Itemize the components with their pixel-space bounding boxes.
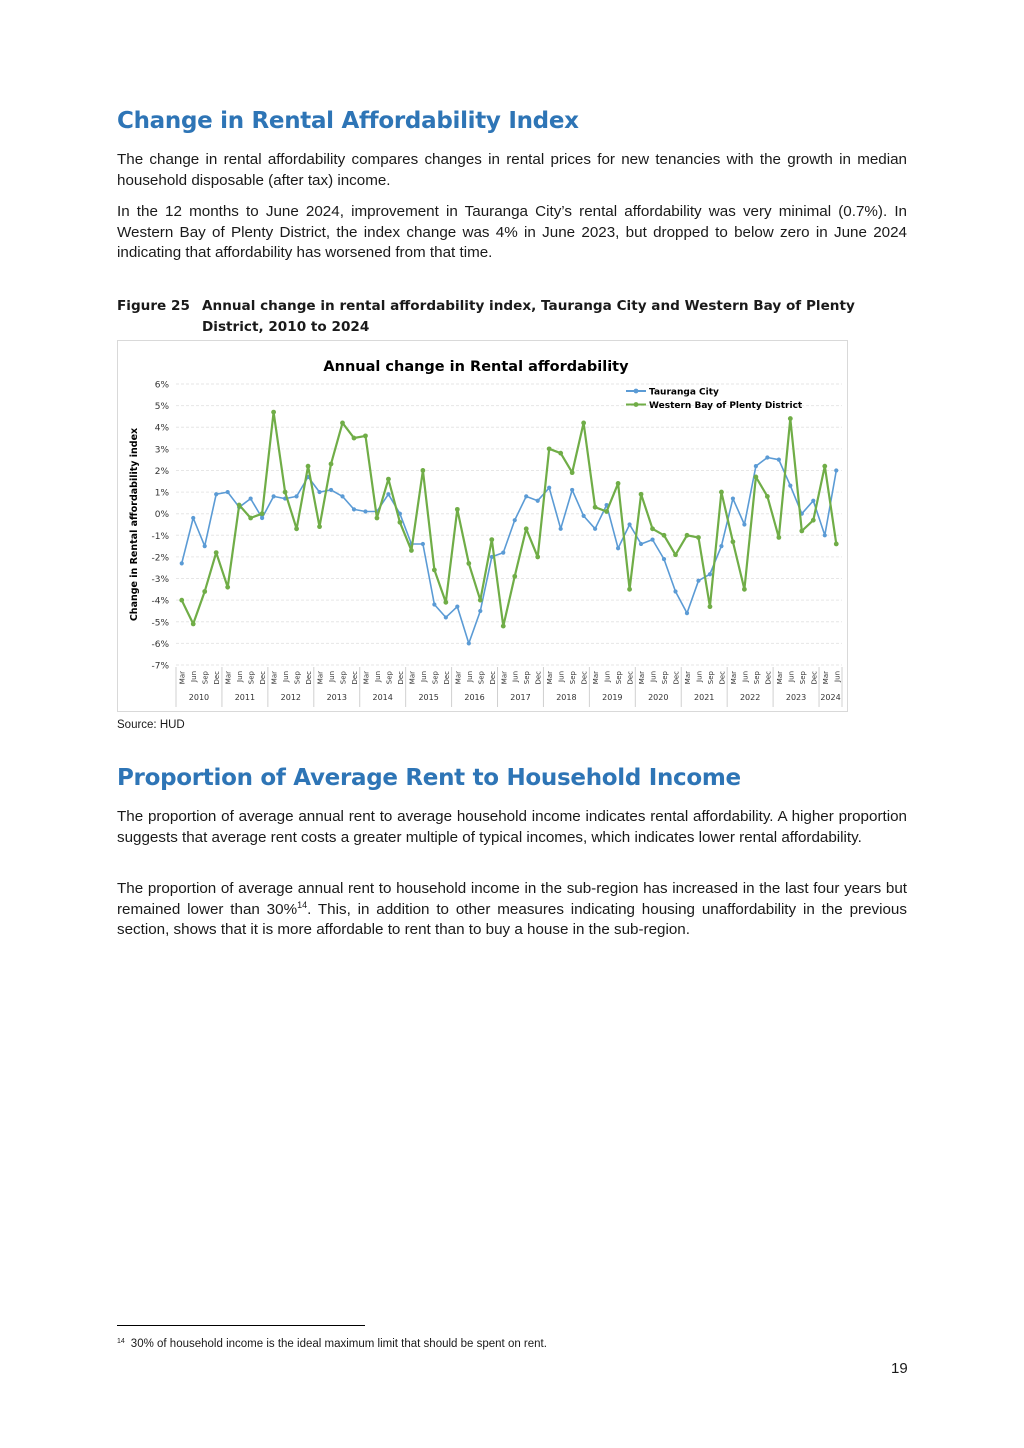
data-point	[834, 468, 838, 472]
data-point	[260, 516, 264, 520]
x-tick-label: Mar	[362, 671, 371, 685]
data-point	[742, 522, 746, 526]
x-tick-label: Sep	[752, 671, 761, 685]
y-tick-label: 5%	[154, 402, 169, 413]
data-point	[386, 477, 391, 482]
paragraph-intro: The change in rental affordability compares changes in rental prices for new tenancies with the growth in median household disposable (after tax) income.	[117, 151, 907, 189]
data-point	[237, 503, 242, 508]
data-point	[478, 598, 483, 603]
data-point	[788, 416, 793, 421]
year-label: 2019	[602, 693, 623, 702]
data-point	[754, 464, 758, 468]
data-point	[317, 524, 322, 529]
x-tick-label: Mar	[592, 671, 601, 685]
page-number: 19	[891, 1360, 908, 1377]
data-point	[409, 548, 414, 553]
data-point	[604, 509, 609, 514]
data-point	[696, 535, 701, 540]
x-tick-label: Jun	[649, 671, 658, 682]
data-point	[226, 490, 230, 494]
data-point	[685, 533, 690, 538]
y-tick-label: -5%	[151, 618, 169, 629]
x-tick-label: Mar	[408, 671, 417, 685]
data-point	[202, 589, 207, 594]
data-point	[501, 551, 505, 555]
data-point	[180, 561, 184, 565]
data-point	[191, 516, 195, 520]
data-point	[788, 483, 792, 487]
year-label: 2012	[280, 693, 302, 702]
x-tick-label: Sep	[385, 671, 394, 685]
data-point	[179, 598, 184, 603]
chart-container	[117, 340, 848, 712]
x-tick-label: Jun	[190, 671, 199, 682]
footnote-text: 30% of household income is the ideal maximum limit that should be spent on rent.	[130, 1338, 547, 1350]
data-point	[271, 410, 276, 415]
x-tick-label: Jun	[236, 671, 245, 682]
x-tick-label: Jun	[328, 671, 337, 682]
data-point	[214, 550, 219, 555]
x-tick-label: Dec	[718, 671, 727, 685]
data-point	[811, 499, 815, 503]
data-point	[272, 494, 276, 498]
data-point	[834, 542, 839, 547]
data-point	[420, 468, 425, 473]
x-tick-label: Jun	[282, 671, 291, 682]
data-point	[559, 527, 563, 531]
data-point	[593, 505, 598, 510]
data-point	[443, 600, 448, 605]
data-point	[639, 542, 643, 546]
data-point	[191, 622, 196, 627]
year-label: 2017	[510, 693, 531, 702]
y-axis-label: Change in Rental affordability index	[129, 427, 140, 622]
x-tick-label: Sep	[339, 671, 348, 685]
data-point	[421, 542, 425, 546]
data-point	[352, 436, 357, 441]
data-point	[489, 537, 494, 542]
data-point	[466, 561, 471, 566]
data-point	[719, 544, 723, 548]
x-tick-label: Jun	[603, 671, 612, 682]
data-point	[513, 518, 517, 522]
x-tick-label: Sep	[569, 671, 578, 685]
data-point	[639, 492, 644, 497]
data-point	[673, 552, 678, 557]
data-point	[753, 475, 758, 480]
x-tick-label: Sep	[661, 671, 670, 685]
data-point	[799, 529, 804, 534]
x-tick-label: Sep	[798, 671, 807, 685]
year-label: 2022	[739, 693, 761, 702]
y-tick-label: -1%	[151, 531, 169, 542]
x-tick-label: Jun	[787, 671, 796, 682]
data-point	[432, 567, 437, 572]
data-point	[616, 546, 620, 550]
year-label: 2018	[556, 693, 577, 702]
x-tick-label: Sep	[201, 671, 210, 685]
data-point	[478, 609, 482, 613]
data-point	[386, 492, 390, 496]
paragraph-proportion-trend-start: The proportion of average annual rent to household income in the sub-region has increased in the last four years but remained lower than 30%	[117, 880, 907, 918]
figure-caption-text: Annual change in rental affordability index, Tauranga City and Western Bay of Plenty District, 2010 to 2024	[202, 298, 855, 335]
y-tick-label: 4%	[154, 423, 169, 434]
data-point	[329, 462, 334, 467]
data-point	[363, 509, 367, 513]
year-label: 2013	[326, 693, 347, 702]
figure-number: Figure 25	[117, 298, 190, 314]
data-point	[317, 490, 321, 494]
x-tick-label: Dec	[350, 671, 359, 685]
year-label: 2015	[418, 693, 439, 702]
figure-caption	[117, 296, 907, 337]
chart-title: Annual change in Rental affordability	[323, 359, 629, 375]
x-tick-label: Jun	[833, 671, 842, 682]
year-label: 2016	[464, 693, 485, 702]
x-tick-label: Sep	[477, 671, 486, 685]
data-point	[214, 492, 218, 496]
x-tick-label: Mar	[500, 671, 509, 685]
data-point	[558, 451, 563, 456]
x-tick-label: Mar	[224, 671, 233, 685]
section-heading-rental-affordability: Change in Rental Affordability Index	[117, 108, 579, 134]
data-point	[662, 533, 667, 538]
data-point	[765, 455, 769, 459]
data-point	[547, 446, 552, 451]
paragraph-proportion-definition: The proportion of average annual rent to average household income indicates rental affordability. A higher proportion suggests that average rent costs a greater multiple of typical incomes, which indicates lower rental affordability.	[117, 808, 907, 846]
x-tick-label: Mar	[178, 671, 187, 685]
x-tick-label: Dec	[626, 671, 635, 685]
data-point	[294, 494, 298, 498]
x-tick-label: Sep	[247, 671, 256, 685]
x-tick-label: Mar	[270, 671, 279, 685]
x-tick-label: Sep	[431, 671, 440, 685]
x-tick-label: Mar	[316, 671, 325, 685]
data-point	[340, 494, 344, 498]
data-point	[696, 579, 700, 583]
data-point	[708, 572, 712, 576]
x-tick-label: Mar	[546, 671, 555, 685]
x-tick-label: Mar	[454, 671, 463, 685]
x-tick-label: Dec	[764, 671, 773, 685]
data-point	[582, 514, 586, 518]
x-tick-label: Jun	[557, 671, 566, 682]
x-tick-label: Jun	[511, 671, 520, 682]
legend-swatch-marker	[634, 402, 639, 407]
x-tick-label: Dec	[810, 671, 819, 685]
y-tick-label: -4%	[151, 596, 169, 607]
data-point	[249, 496, 253, 500]
data-point	[776, 535, 781, 540]
x-tick-label: Jun	[373, 671, 382, 682]
data-point	[742, 587, 747, 592]
data-point	[283, 490, 288, 495]
year-label: 2021	[694, 693, 715, 702]
data-point	[650, 538, 654, 542]
data-point	[811, 518, 816, 523]
y-tick-label: 6%	[154, 380, 169, 391]
x-tick-label: Dec	[259, 671, 268, 685]
data-point	[731, 539, 736, 544]
data-point	[260, 511, 265, 516]
data-point	[294, 526, 299, 531]
data-point	[581, 421, 586, 426]
data-point	[627, 587, 632, 592]
series-line	[182, 458, 837, 644]
footnote	[117, 1338, 547, 1350]
data-point	[352, 507, 356, 511]
data-point	[225, 585, 230, 590]
data-point	[340, 421, 345, 426]
data-point	[363, 433, 368, 438]
series-line	[182, 412, 837, 626]
data-point	[467, 641, 471, 645]
section-heading-rent-to-income: Proportion of Average Rent to Household Income	[117, 765, 741, 791]
data-point	[731, 496, 735, 500]
x-tick-label: Jun	[741, 671, 750, 682]
figure-source: Source: HUD	[117, 719, 185, 731]
paragraph-proportion-trend	[117, 879, 907, 941]
y-tick-label: 3%	[154, 445, 169, 456]
legend-swatch-marker	[634, 389, 639, 394]
paragraph-proportion-trend-end: . This, in addition to other measures indicating housing unaffordability in the previous section, shows that it is more affordable to rent than to buy a house in the sub-region.	[117, 900, 907, 939]
x-tick-label: Dec	[305, 671, 314, 685]
data-point	[708, 604, 713, 609]
footnote-reference[interactable]: 14	[297, 899, 308, 910]
x-tick-label: Jun	[695, 671, 704, 682]
year-label: 2024	[820, 693, 841, 702]
data-point	[524, 526, 529, 531]
data-point	[501, 624, 506, 629]
x-tick-label: Sep	[615, 671, 624, 685]
data-point	[524, 494, 528, 498]
x-tick-label: Sep	[706, 671, 715, 685]
x-tick-label: Dec	[488, 671, 497, 685]
data-point	[248, 516, 253, 521]
y-tick-label: -7%	[151, 661, 169, 672]
data-point	[673, 589, 677, 593]
data-point	[512, 574, 517, 579]
data-point	[822, 464, 827, 469]
y-tick-label: 2%	[154, 466, 169, 477]
data-point	[329, 488, 333, 492]
data-point	[444, 615, 448, 619]
data-point	[375, 516, 380, 521]
year-label: 2014	[372, 693, 393, 702]
data-point	[398, 520, 403, 525]
x-tick-label: Sep	[293, 671, 302, 685]
x-tick-label: Mar	[638, 671, 647, 685]
x-tick-label: Jun	[419, 671, 428, 682]
y-tick-label: 1%	[154, 488, 169, 499]
year-label: 2011	[234, 693, 256, 702]
data-point	[570, 470, 575, 475]
data-point	[432, 602, 436, 606]
data-point	[455, 507, 460, 512]
data-point	[536, 499, 540, 503]
x-tick-label: Dec	[534, 671, 543, 685]
data-point	[627, 522, 631, 526]
y-tick-label: 0%	[154, 510, 169, 521]
x-tick-label: Sep	[523, 671, 532, 685]
line-chart	[118, 341, 849, 713]
data-point	[685, 611, 689, 615]
y-tick-label: -2%	[151, 553, 169, 564]
data-point	[547, 486, 551, 490]
x-tick-label: Dec	[213, 671, 222, 685]
data-point	[593, 527, 597, 531]
data-point	[662, 557, 666, 561]
paragraph-summary: In the 12 months to June 2024, improvement in Tauranga City’s rental affordability was very minimal (0.7%). In Western Bay of Plenty District, the index change was 4% in June 2023, but dropped to below zero in June 2024 indicating that affordability has worsened from that time.	[117, 203, 907, 262]
data-point	[455, 605, 459, 609]
year-label: 2020	[648, 693, 669, 702]
x-tick-label: Dec	[442, 671, 451, 685]
x-tick-label: Mar	[775, 671, 784, 685]
legend-entry: Tauranga City	[649, 387, 719, 398]
data-point	[765, 494, 770, 499]
data-point	[616, 481, 621, 486]
y-tick-label: -6%	[151, 639, 169, 650]
data-point	[203, 544, 207, 548]
footnote-number: 14	[117, 1338, 125, 1345]
data-point	[650, 526, 655, 531]
data-point	[777, 458, 781, 462]
year-label: 2010	[188, 693, 210, 702]
x-tick-label: Mar	[729, 671, 738, 685]
data-point	[570, 488, 574, 492]
x-tick-label: Dec	[396, 671, 405, 685]
x-tick-label: Mar	[821, 671, 830, 685]
data-point	[306, 464, 311, 469]
data-point	[535, 555, 540, 560]
x-tick-label: Jun	[465, 671, 474, 682]
data-point	[719, 490, 724, 495]
y-tick-label: -3%	[151, 575, 169, 586]
data-point	[823, 533, 827, 537]
x-tick-label: Dec	[672, 671, 681, 685]
year-label: 2023	[785, 693, 807, 702]
legend-entry: Western Bay of Plenty District	[649, 401, 803, 411]
footnote-divider	[117, 1325, 365, 1326]
x-tick-label: Dec	[580, 671, 589, 685]
x-tick-label: Mar	[683, 671, 692, 685]
